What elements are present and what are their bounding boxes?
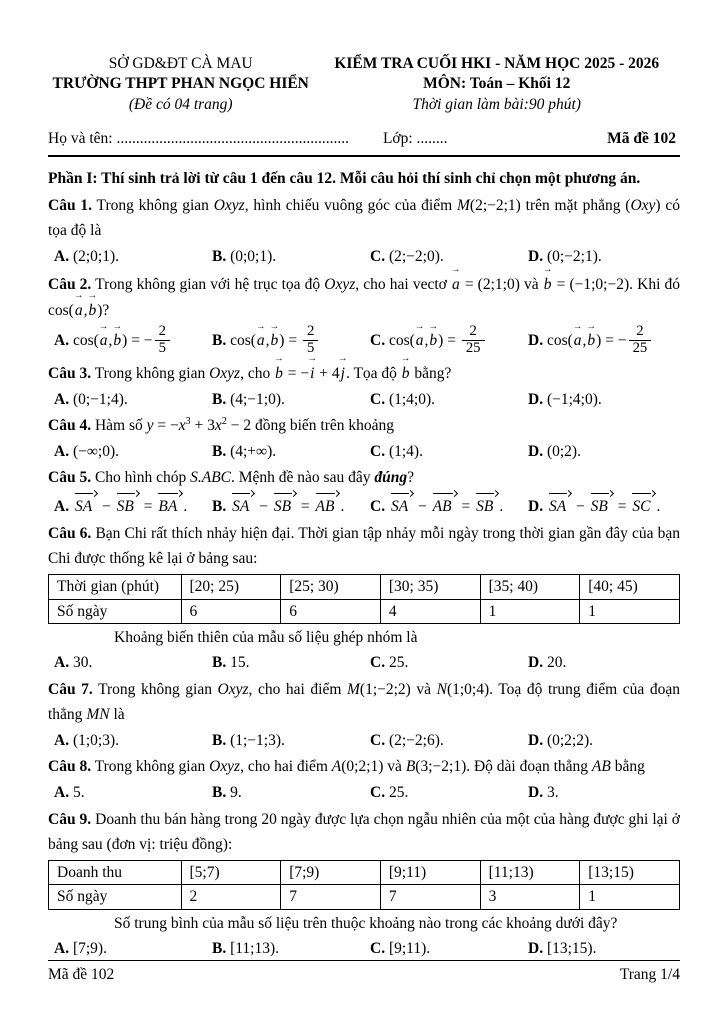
- question-note: Số trung bình của mẫu số liệu trên thuộc khoảng nào trong các khoảng dưới đây?: [114, 915, 618, 933]
- options-row: [48, 781, 680, 804]
- table-cell: [7;9): [281, 860, 381, 885]
- option-b: B. 9.: [212, 784, 242, 802]
- table-cell: 1: [580, 599, 680, 624]
- student-info-row: [48, 130, 680, 157]
- table-cell: 7: [380, 885, 480, 910]
- question-3: [48, 360, 680, 411]
- page-header: [48, 54, 680, 115]
- question-label: Câu 5.: [48, 469, 92, 487]
- option-d: D. [13;15).: [528, 940, 597, 958]
- option-b: B. cos(→ a,→ b) = $\frac{2}{5}$: [206, 325, 364, 358]
- question-body: Trong không gian với hệ trục tọa độ Oxyz, cho hai vectơ → a = (2;1;0) và → b = (−1;0;−2). Khi đó cos(→ a,→ b)?: [48, 276, 680, 319]
- question-8: [48, 754, 680, 804]
- section-heading: Phần I: Thí sinh trả lời từ câu 1 đến câu 12. Mỗi câu hỏi thí sinh chỉ chọn một phương án.: [48, 170, 641, 188]
- options-row: [48, 245, 680, 268]
- question-label: Câu 1.: [48, 197, 92, 215]
- option-c: C. 25.: [370, 654, 409, 672]
- option-d: D. (0;2;2).: [528, 731, 594, 749]
- header-school-block: [48, 54, 313, 115]
- question-label: Câu 7.: [48, 680, 93, 698]
- option-d: D. 20.: [528, 654, 567, 672]
- footer-page-number: Trang 1/4: [619, 966, 680, 983]
- question-label: Câu 6.: [48, 524, 92, 542]
- table-cell: 4: [380, 599, 480, 624]
- question-body: Bạn Chi rất thích nhảy hiện đại. Thời gian tập nhảy mỗi ngày trong thời gian gần đây của bạn Chi được thống kê lại ở bảng sau:: [48, 524, 680, 567]
- question-text: [48, 521, 680, 571]
- table-cell: [40; 45): [580, 574, 680, 599]
- page-count-note: (Đề có 04 trang): [128, 95, 233, 113]
- table-row: [49, 599, 680, 624]
- frequency-table: [48, 574, 680, 624]
- question-body: Hàm số $y = -x^3 + 3x^2 - 2$ đồng biến trên khoảng: [94, 415, 394, 434]
- question-label: Câu 4.: [48, 416, 92, 434]
- question-text: [48, 413, 680, 438]
- question-body: Cho hình chóp S.ABC. Mệnh đề nào sau đây đúng?: [94, 469, 414, 487]
- option-a: A. 5.: [54, 784, 85, 802]
- question-9: [48, 807, 680, 961]
- question-label: Câu 3.: [48, 364, 92, 382]
- options-row: [48, 651, 680, 674]
- table-cell: [20; 25): [181, 574, 281, 599]
- question-text: [48, 193, 680, 243]
- question-5: [48, 465, 680, 518]
- header-exam-block: [313, 54, 680, 115]
- option-b: B. [11;13).: [212, 940, 280, 958]
- question-text: [48, 754, 680, 779]
- option-a: A. 30.: [54, 654, 93, 672]
- option-d: D. (−1;4;0).: [528, 390, 602, 408]
- table-cell: Thời gian (phút): [49, 574, 182, 599]
- option-a: A. SA − SB = BA .: [48, 492, 206, 518]
- options-row: [48, 440, 680, 463]
- option-b: B. (1;−1;3).: [212, 731, 285, 749]
- exam-code-badge: Mã đề 102: [607, 130, 676, 148]
- table-cell: 6: [181, 599, 281, 624]
- option-c: C. [9;11).: [370, 940, 431, 958]
- option-b: B. (4;−1;0).: [212, 390, 285, 408]
- option-c: C. SA − AB = SB .: [364, 492, 522, 518]
- option-c: C. (1;4).: [370, 442, 423, 460]
- exam-duration: Thời gian làm bài:90 phút): [412, 95, 581, 113]
- question-text: [48, 271, 680, 323]
- table-cell: Số ngày: [49, 885, 182, 910]
- option-b: B. 15.: [212, 654, 250, 672]
- table-row: [49, 885, 680, 910]
- option-c: C. (1;4;0).: [370, 390, 436, 408]
- table-cell: Số ngày: [49, 599, 182, 624]
- options-row: [48, 492, 680, 518]
- table-cell: [11;13): [480, 860, 580, 885]
- option-b: B. (0;0;1).: [212, 248, 277, 266]
- option-c: C. (2;−2;0).: [370, 248, 444, 266]
- question-body: Trong không gian Oxyz, cho hai điểm M(1;−2;2) và N(1;0;4). Toạ độ trung điểm của đoạn thẳng MN là: [48, 680, 680, 723]
- table-cell: [35; 40): [480, 574, 580, 599]
- table-cell: [13;15): [580, 860, 680, 885]
- table-cell: 3: [480, 885, 580, 910]
- table-cell: 1: [480, 599, 580, 624]
- table-cell: 6: [281, 599, 381, 624]
- option-d: D. cos(→ a,→ b) = − $\frac{2}{25}$: [522, 325, 680, 358]
- options-row: [48, 729, 680, 752]
- footer-exam-code: Mã đề 102: [48, 966, 115, 983]
- option-b: B. SA − SB = AB .: [206, 492, 364, 518]
- option-d: D. SA − SB = SC .: [522, 492, 680, 518]
- option-a: A. (2;0;1).: [54, 248, 120, 266]
- table-cell: [30; 35): [380, 574, 480, 599]
- exam-subject: MÔN: Toán – Khối 12: [423, 75, 571, 93]
- table-cell: [9;11): [380, 860, 480, 885]
- department-name: SỞ GD&ĐT CÀ MAU: [108, 55, 253, 72]
- table-cell: [25; 30): [281, 574, 381, 599]
- table-cell: 1: [580, 885, 680, 910]
- question-body: Trong không gian Oxyz, hình chiếu vuông góc của điểm M(2;−2;1) trên mặt phẳng (Oxy) có tọa độ là: [48, 197, 680, 240]
- option-c: C. cos(→ a,→ b) = $\frac{2}{25}$: [364, 325, 522, 358]
- question-label: Câu 8.: [48, 758, 92, 776]
- option-a: A. [7;9).: [54, 940, 107, 958]
- table-row: [49, 860, 680, 885]
- table-cell: 7: [281, 885, 381, 910]
- question-4: [48, 413, 680, 463]
- table-cell: [5;7): [181, 860, 281, 885]
- option-b: B. (4;+∞).: [212, 442, 277, 460]
- option-c: C. (2;−2;6).: [370, 731, 444, 749]
- question-note: Khoảng biến thiên của mẫu số liệu ghép nhóm là: [114, 629, 418, 647]
- option-d: D. (0;−2;1).: [528, 248, 602, 266]
- option-a: A. (0;−1;4).: [54, 390, 128, 408]
- question-text: [48, 677, 680, 727]
- page-footer: [48, 960, 680, 984]
- option-d: D. 3.: [528, 784, 559, 802]
- option-c: C. 25.: [370, 784, 409, 802]
- question-label: Câu 9.: [48, 810, 92, 828]
- options-row: [48, 322, 680, 358]
- option-d: D. (0;2).: [528, 442, 581, 460]
- question-1: [48, 193, 680, 268]
- student-name-field: Họ và tên: ............................................................: [48, 130, 349, 148]
- exam-title: KIỂM TRA CUỐI HKI - NĂM HỌC 2025 - 2026: [334, 55, 660, 72]
- table-cell: Doanh thu: [49, 860, 182, 885]
- question-body: Trong không gian Oxyz, cho → b = −→ i + 4→ j. Tọa độ → b bằng?: [95, 365, 452, 382]
- revenue-table: [48, 860, 680, 910]
- question-6: [48, 521, 680, 675]
- school-name: TRƯỜNG THPT PHAN NGỌC HIỂN: [52, 75, 309, 93]
- options-row: [48, 937, 680, 960]
- question-body: Trong không gian Oxyz, cho hai điểm A(0;2;1) và B(3;−2;1). Độ dài đoạn thẳng AB bằng: [94, 758, 645, 776]
- table-row: [49, 574, 680, 599]
- question-text: [48, 465, 680, 490]
- class-field: Lớp: ........: [382, 130, 448, 148]
- question-text: [48, 360, 680, 386]
- question-label: Câu 2.: [48, 275, 92, 293]
- question-text: [48, 807, 680, 857]
- question-2: [48, 271, 680, 358]
- question-7: [48, 677, 680, 752]
- question-body: Doanh thu bán hàng trong 20 ngày được lựa chọn ngẫu nhiên của một của hàng được ghi lại ở bảng sau (đơn vị: triệu đồng):: [48, 810, 680, 853]
- option-a: A. (−∞;0).: [54, 442, 119, 460]
- option-a: A. (1;0;3).: [54, 731, 120, 749]
- option-a: A. cos(→ a,→ b) = − $\frac{2}{5}$: [48, 325, 206, 358]
- table-cell: 2: [181, 885, 281, 910]
- options-row: [48, 388, 680, 411]
